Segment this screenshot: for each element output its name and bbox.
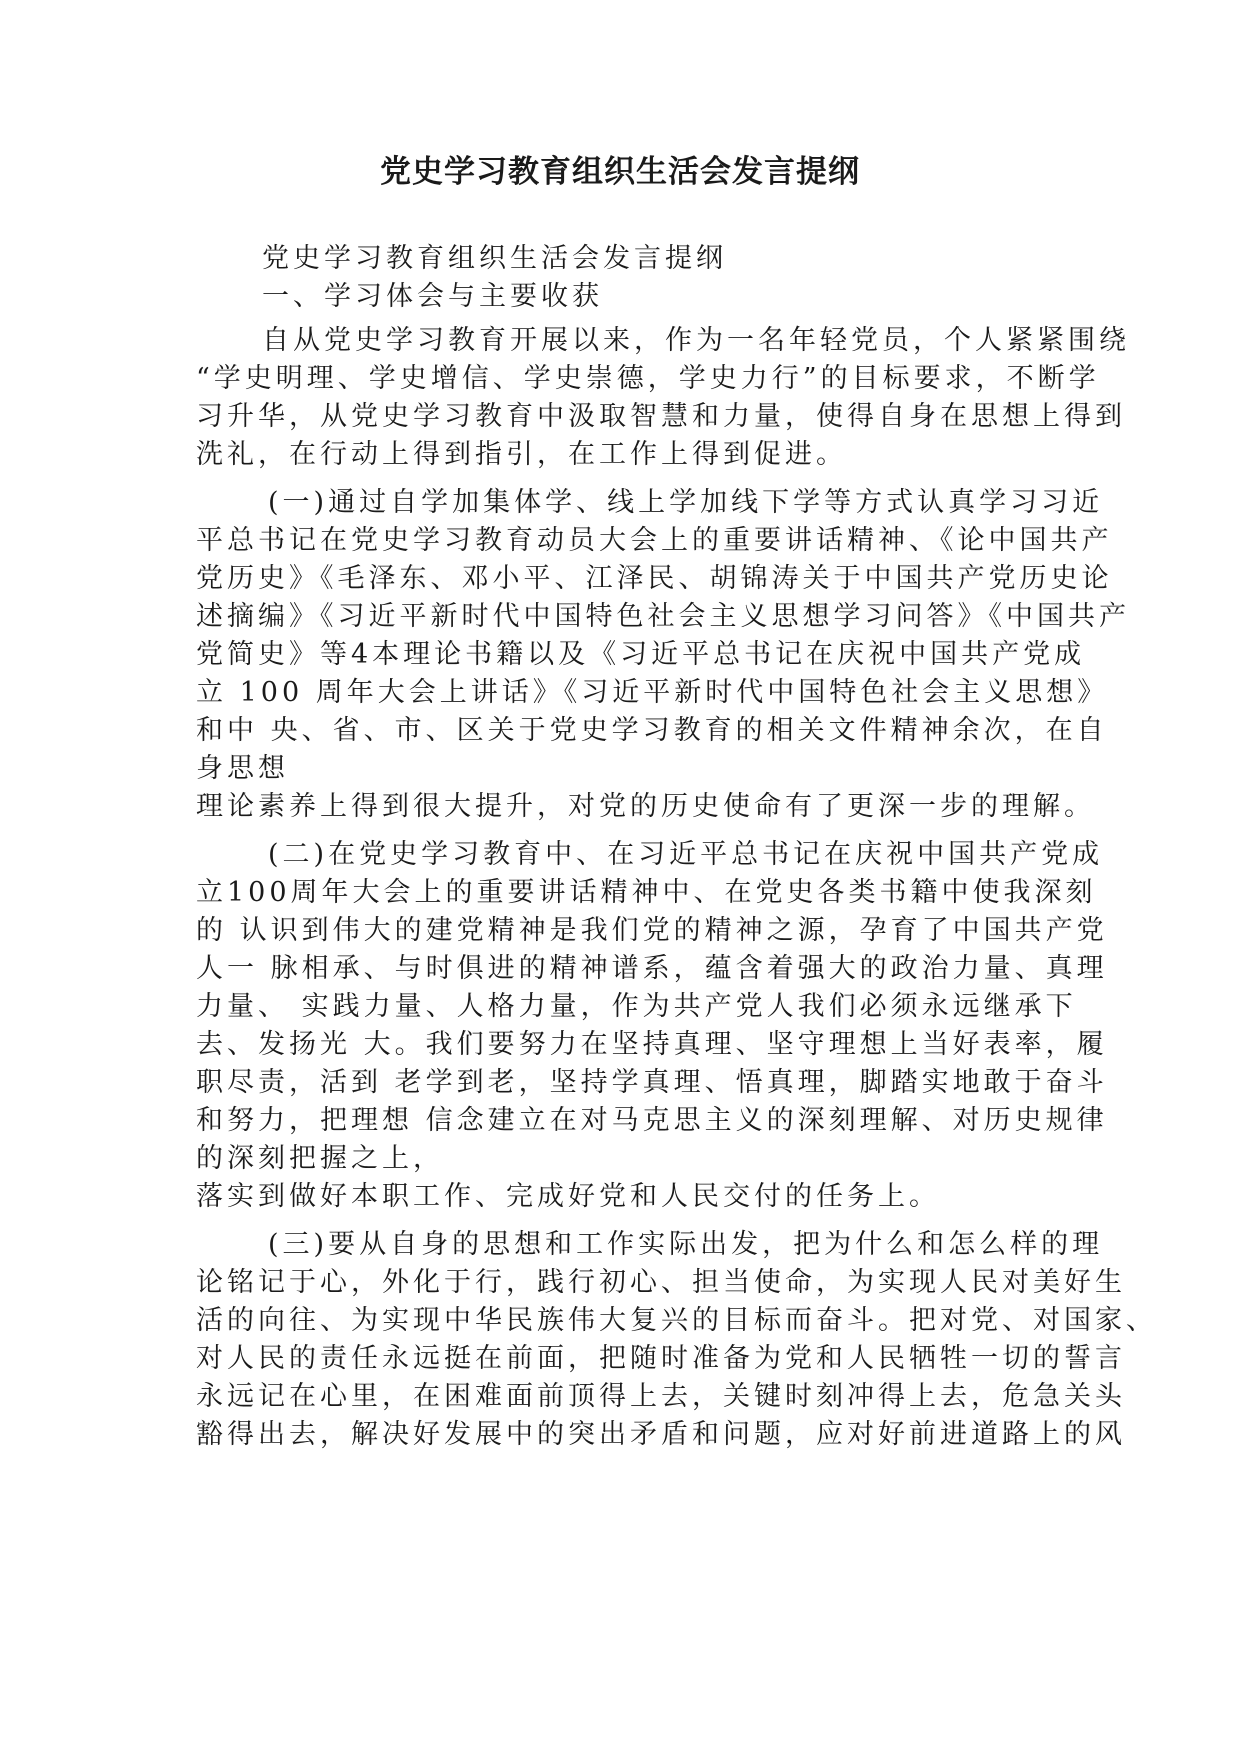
paragraph-line: 的 认识到伟大的建党精神是我们党的精神之源，孕育了中国共产党	[196, 915, 1108, 946]
paragraph-line: (一)通过自学加集体学、线上学加线下学等方式认真学习习近	[268, 487, 1104, 518]
paragraph-line: 对人民的责任永远挺在前面，把随时准备为党和人民牺牲一切的誓言	[196, 1343, 1126, 1374]
paragraph-line: “学史明理、学史增信、学史崇德，学史力行”的目标要求，不断学	[196, 363, 1100, 394]
paragraph-line: 党简史》等4本理论书籍以及《习近平总书记在庆祝中国共产党成	[196, 639, 1086, 670]
paragraph-line: 立 100 周年大会上讲话》《习近平新时代中国特色社会主义思想》	[196, 677, 1109, 708]
subtitle-line: 党史学习教育组织生活会发言提纲	[262, 243, 727, 274]
paragraph-line: 活的向往、为实现中华民族伟大复兴的目标而奋斗。把对党、对国家、	[196, 1305, 1157, 1336]
document-body	[196, 240, 1157, 1454]
paragraph-line: 的深刻把握之上，	[196, 1143, 444, 1174]
document-title: 党史学习教育组织生活会发言提纲	[380, 154, 860, 190]
paragraph-line: (二)在党史学习教育中、在习近平总书记在庆祝中国共产党成	[268, 839, 1104, 870]
paragraph-line: 人一 脉相承、与时俱进的精神谱系，蕴含着强大的政治力量、真理	[196, 953, 1108, 984]
paragraph-line: 永远记在心里，在困难面前顶得上去，关键时刻冲得上去，危急关头	[196, 1381, 1126, 1412]
paragraph-line: 论铭记于心，外化于行，践行初心、担当使命，为实现人民对美好生	[196, 1267, 1126, 1298]
paragraph-line: (三)要从自身的思想和工作实际出发，把为什么和怎么样的理	[268, 1229, 1104, 1260]
section-heading: 一、学习体会与主要收获	[262, 281, 603, 312]
paragraph-line: 豁得出去，解决好发展中的突出矛盾和问题，应对好前进道路上的风	[196, 1419, 1126, 1450]
paragraph-line: 力量、 实践力量、人格力量，作为共产党人我们必须永远继承下	[196, 991, 1077, 1022]
paragraph-line: 自从党史学习教育开展以来，作为一名年轻党员，个人紧紧围绕	[262, 325, 1130, 356]
paragraph-line: 身思想	[196, 753, 289, 784]
paragraph-line: 去、发扬光 大。我们要努力在坚持真理、坚守理想上当好表率，履	[196, 1029, 1108, 1060]
paragraph-line: 述摘编》《习近平新时代中国特色社会主义思想学习问答》《中国共产	[196, 601, 1130, 632]
paragraph-line: 职尽责，活到 老学到老，坚持学真理、悟真理，脚踏实地敢于奋斗	[196, 1067, 1108, 1098]
paragraph-line: 和中 央、省、市、区关于党史学习教育的相关文件精神余次，在自	[196, 715, 1108, 746]
paragraph-line: 和努力，把理想 信念建立在对马克思主义的深刻理解、对历史规律	[196, 1105, 1108, 1136]
paragraph-line: 平总书记在党史学习教育动员大会上的重要讲话精神、《论中国共产	[196, 525, 1113, 556]
paragraph-line: 党历史》《毛泽东、邓小平、江泽民、胡锦涛关于中国共产党历史论	[196, 563, 1113, 594]
paragraph-line: 立100周年大会上的重要讲话精神中、在党史各类书籍中使我深刻	[196, 877, 1097, 908]
paragraph-line: 习升华，从党史学习教育中汲取智慧和力量，使得自身在思想上得到	[196, 401, 1126, 432]
paragraph-line: 洗礼，在行动上得到指引，在工作上得到促进。	[196, 439, 847, 470]
paragraph-line: 理论素养上得到很大提升，对党的历史使命有了更深一步的理解。	[196, 791, 1095, 822]
paragraph-line: 落实到做好本职工作、完成好党和人民交付的任务上。	[196, 1181, 940, 1212]
